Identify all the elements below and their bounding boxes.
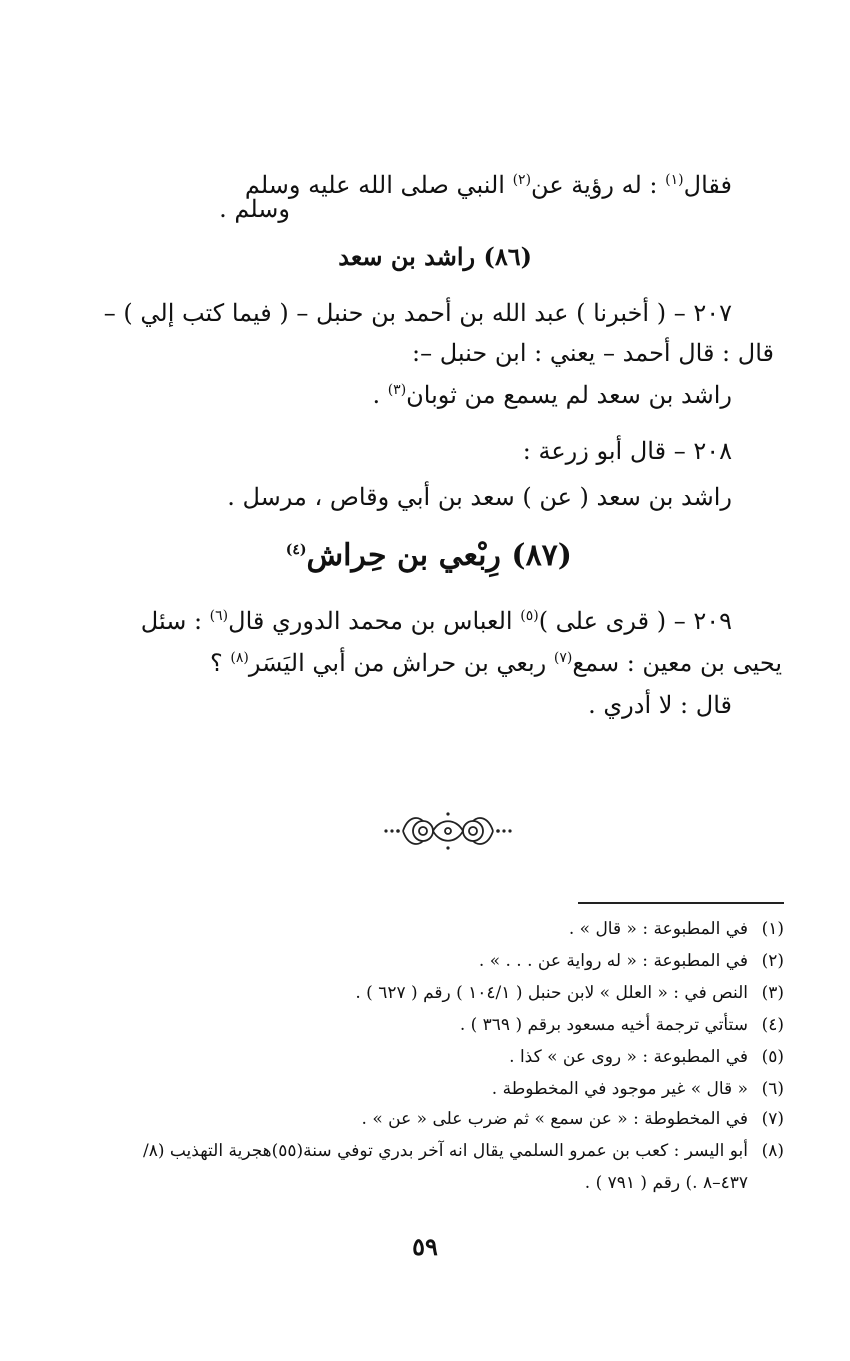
footnote-ref: (٢) [512,172,532,188]
footnote-1 [569,916,784,942]
text-span: راشد بن سعد لم يسمع من ثوبان [406,381,732,409]
footnote-number: (٨) [761,1141,784,1161]
text-span: ٢٠٩ – ( قرى على ) [538,607,732,635]
footnote-ref: (٤) [285,542,307,558]
text-span: ؟ [210,649,231,677]
footnote-3 [355,980,784,1006]
heading-text: (٨٧) رِبْعي بن حِراش [306,538,572,573]
footnote-text: النص في : « العلل » لابن حنبل ( ١٠٤/١ ) رقم ( ٦٢٧ ) . [355,983,748,1003]
text-span: . [372,381,388,409]
footnote-text: في المطبوعة : « قال » . [568,919,748,939]
paragraph-209-line-2 [210,646,782,680]
paragraph-207-line-3 [372,378,732,412]
text-span: ربعي بن حراش من أبي اليَسَر [248,649,554,677]
footnote-number: (٣) [761,983,784,1003]
footnote-7 [362,1106,784,1132]
footnote-number: (٢) [761,951,784,971]
footnote-text: في المطبوعة : « له رواية عن . . . » . [478,951,748,971]
text-span: النبي صلى الله عليه وسلم [244,171,513,199]
footnote-ref: (٣) [387,382,407,398]
paragraph-209-line-3: قال : لا أدري . [588,691,732,719]
footnote-2 [479,948,784,974]
footnote-ref: (٧) [553,650,573,666]
footnote-text: ٤٣٧–٨ .) رقم ( ٧٩١ ) . [584,1173,748,1193]
text-line-2 [219,192,290,226]
footnote-8 [143,1138,784,1164]
paragraph-208-line-2: راشد بن سعد ( عن ) سعد بن أبي وقاص ، مرسل . [227,483,732,511]
text-line-1 [245,168,732,202]
paragraph-207-line-1: ٢٠٧ – ( أخبرنا ) عبد الله بن أحمد بن حنبل – ( فيما كتب إلي ) – [103,299,732,327]
arabesque-ornament-icon [378,806,518,856]
footnote-number: (٤) [761,1015,784,1035]
text-span: : سئل [140,607,210,635]
footnote-ref: (٨) [230,650,249,666]
footnote-text: في المطبوعة : « روى عن » كذا . [509,1047,748,1067]
footnote-text: أبو اليسر : كعب بن عمرو السلمي يقال انه آخر بدري توفي سنة(٥٥)هجرية التهذيب (٨/ [142,1141,748,1161]
section-heading-86: (٨٦) راشد بن سعد [338,242,532,271]
paragraph-208-line-1: ٢٠٨ – قال أبو زرعة : [522,437,732,465]
text-span: يحيى بن معين : سمع [572,649,782,677]
footnote-5 [509,1044,784,1070]
footnote-number: (٦) [761,1079,784,1099]
footnote-ref: (١) [665,172,684,188]
paragraph-207-line-2: قال : قال أحمد – يعني : ابن حنبل –: [412,339,774,367]
text-span: فقال [683,171,732,199]
footnote-ref: (٥) [520,608,539,624]
footnote-text: في المخطوطة : « عن سمع » ثم ضرب على « عن » . [361,1109,748,1129]
text-span: العباس بن محمد الدوري قال [228,607,521,635]
text-span: وسلم . [219,195,290,223]
footnote-6 [492,1076,784,1102]
section-heading-87 [286,536,572,576]
footnote-text: « قال » غير موجود في المخطوطة . [491,1079,748,1099]
footnote-number: (١) [761,919,784,939]
footnote-4 [460,1012,784,1038]
footnote-text: ستأتي ترجمة أخيه مسعود برقم ( ٣٦٩ ) . [459,1015,748,1035]
footnote-8-continued [585,1170,784,1196]
text-span: : له رؤية عن [531,171,666,199]
paragraph-209-line-1 [141,604,732,638]
footnote-ref: (٦) [209,608,229,624]
footnote-separator [578,902,784,904]
footnote-number: (٥) [761,1047,784,1067]
page-number: ٥٩ [412,1232,438,1261]
footnote-number: (٧) [761,1109,784,1129]
